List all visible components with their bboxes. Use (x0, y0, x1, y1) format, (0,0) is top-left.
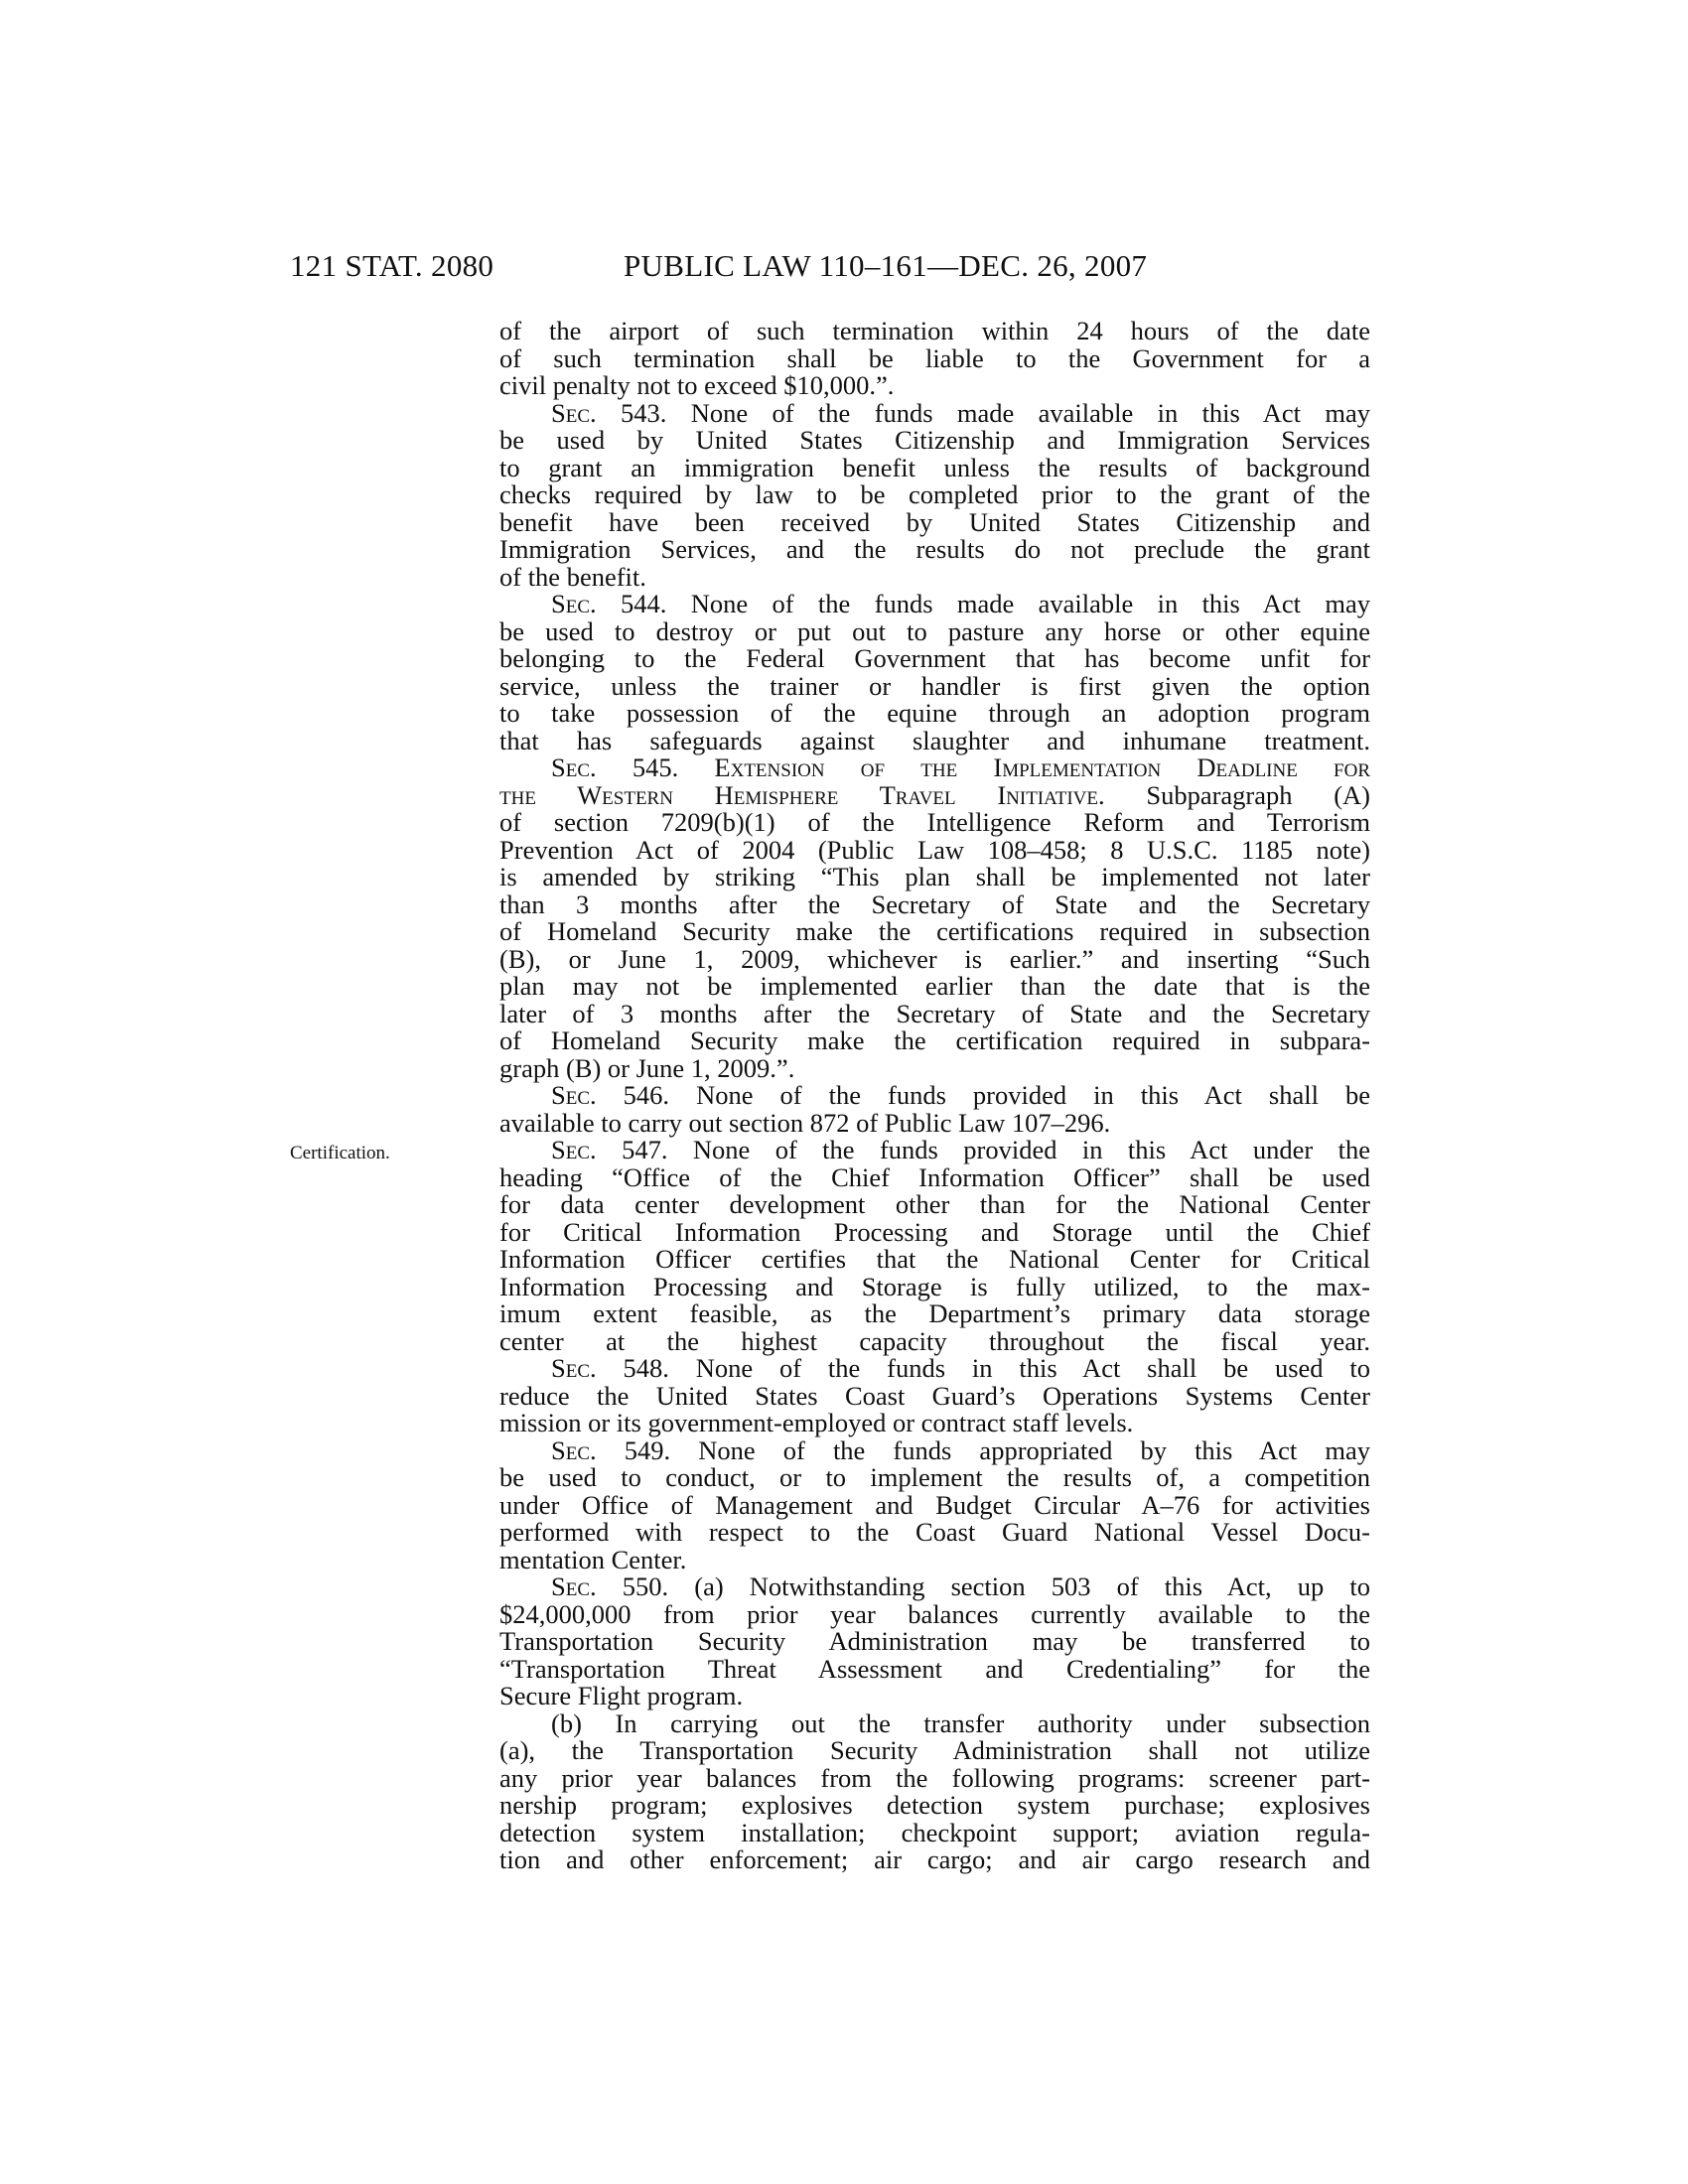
line-text: any prior year balances from the following programs: screener part- (499, 1762, 1370, 1793)
line-text: for data center development other than for the National Center (499, 1189, 1370, 1219)
line-text: heading “Office of the Chief Information Officer” shall be used (499, 1161, 1370, 1192)
text-line (499, 506, 1370, 537)
margin-note: Certification. (290, 1143, 390, 1163)
text-line (499, 888, 1370, 919)
text-line (499, 1464, 1370, 1492)
section-label: Sec. (551, 1434, 597, 1465)
text-line (499, 481, 1370, 509)
text-line (499, 1434, 1370, 1465)
body-text (499, 318, 1370, 1874)
text-line (499, 1082, 1370, 1110)
line-text: of the benefit. (499, 561, 646, 592)
text-line (499, 1191, 1370, 1219)
text-line (499, 1707, 1370, 1738)
text-line (499, 1027, 1370, 1055)
section-label: Sec. (551, 1571, 597, 1601)
text-line (499, 998, 1370, 1028)
text-line (499, 1653, 1370, 1684)
line-text: later of 3 months after the Secretary of State and the Secretary (499, 998, 1370, 1028)
text-line (499, 615, 1370, 646)
line-text: belonging to the Federal Government that has become unfit for (499, 643, 1370, 673)
line-text: of the airport of such termination within 24 hours of the date (499, 316, 1370, 345)
line-text: plan may not be implemented earlier than the date that is the (499, 971, 1370, 1001)
text-line (499, 536, 1370, 564)
line-text: Immigration Services, and the results do not preclude the grant (499, 534, 1370, 564)
line-text: imum extent feasible, as the Department’s primary data storage (499, 1298, 1370, 1328)
line-text: under Office of Management and Budget Circular A–76 for activities (499, 1489, 1370, 1520)
text-line (499, 670, 1370, 701)
text-line (499, 1628, 1370, 1656)
line-text: mission or its government-employed or contract staff levels. (499, 1408, 1134, 1437)
text-line (499, 342, 1370, 373)
line-text: to take possession of the equine through an adoption program (499, 698, 1370, 728)
text-line (499, 1246, 1370, 1274)
text-line (499, 973, 1370, 1001)
text-line (499, 452, 1370, 482)
line-text: Information Processing and Storage is fully utilized, to the max- (499, 1271, 1370, 1301)
page-stat-number: 121 STAT. 2080 (290, 248, 494, 283)
text-line (499, 591, 1370, 618)
text-line (499, 1410, 1370, 1437)
line-text: graph (B) or June 1, 2009.”. (499, 1052, 795, 1083)
text-line (499, 1573, 1370, 1601)
line-text: 547. None of the funds provided in this Act under the (596, 1135, 1370, 1164)
text-line (499, 1325, 1370, 1356)
line-text: reduce the United States Coast Guard’s Operations Systems Center (499, 1380, 1370, 1411)
text-line (499, 1137, 1370, 1164)
line-text: service, unless the trainer or handler is first given the option (499, 670, 1370, 701)
line-text: than 3 months after the Secretary of State and the Secretary (499, 888, 1370, 919)
line-text: tion and other enforcement; air cargo; and air cargo research and (499, 1844, 1370, 1874)
text-line (499, 700, 1370, 728)
text-line (499, 372, 1370, 400)
line-text: center at the highest capacity throughout the fiscal year. (499, 1325, 1370, 1356)
section-label: Sec. (551, 397, 597, 428)
text-line (499, 645, 1370, 673)
running-header: PUBLIC LAW 110–161—DEC. 26, 2007 (624, 248, 1148, 283)
text-line (499, 1544, 1370, 1574)
line-text: be used by United States Citizenship and Immigration Services (499, 425, 1370, 455)
line-text: 550. (a) Notwithstanding section 503 of this Act, up to (596, 1571, 1370, 1601)
text-line (499, 1792, 1370, 1820)
line-text: is amended by striking “This plan shall be implemented not later (499, 862, 1370, 891)
text-line (499, 1355, 1370, 1383)
line-text: nership program; explosives detection system purchase; explosives (499, 1790, 1370, 1820)
line-text: performed with respect to the Coast Guard National Vessel Docu- (499, 1517, 1370, 1547)
text-line (499, 754, 1370, 782)
section-label: Sec. 545. Extension of the Implementation Deadline for (551, 752, 1370, 782)
line-text: (a), the Transportation Security Administration shall not utilize (499, 1735, 1370, 1765)
text-line (499, 1737, 1370, 1765)
line-text: available to carry out section 872 of Public Law 107–296. (499, 1107, 1111, 1138)
section-label: Sec. (551, 1080, 597, 1110)
text-line (499, 1598, 1370, 1629)
text-line (499, 318, 1370, 345)
text-line (499, 1052, 1370, 1083)
text-line (499, 834, 1370, 865)
line-text: Prevention Act of 2004 (Public Law 108–458; 8 U.S.C. 1185 note) (499, 834, 1370, 865)
line-text: 544. None of the funds made available in this Act may (596, 589, 1370, 618)
line-text: that has safeguards against slaughter and inhumane treatment. (499, 725, 1370, 755)
line-text: Transportation Security Administration may be transferred to (499, 1626, 1370, 1656)
line-text: benefit have been received by United States Citizenship and (499, 506, 1370, 537)
section-label: Sec. (551, 1353, 597, 1383)
line-text: be used to conduct, or to implement the results of, a competition (499, 1462, 1370, 1492)
text-line (499, 1519, 1370, 1547)
line-text: “Transportation Threat Assessment and Credentialing” for the (499, 1653, 1370, 1684)
line-text: 546. None of the funds provided in this Act shall be (596, 1080, 1370, 1110)
section-label: Sec. (551, 1135, 597, 1164)
text-line (499, 809, 1370, 837)
text-line (499, 1271, 1370, 1301)
line-text: 549. None of the funds appropriated by this Act may (596, 1434, 1370, 1465)
text-line (499, 1489, 1370, 1520)
line-text: mentation Center. (499, 1544, 687, 1574)
line-text: of such termination shall be liable to the Government for a (499, 342, 1370, 373)
text-line (499, 1846, 1370, 1874)
text-line (499, 561, 1370, 592)
section-label: the Western Hemisphere Travel Initiative. (499, 779, 1105, 810)
line-text: (B), or June 1, 2009, whichever is earlier.” and inserting “Such (499, 943, 1370, 974)
text-line (499, 1161, 1370, 1192)
line-text: detection system installation; checkpoint support; aviation regula- (499, 1817, 1370, 1847)
text-line (499, 918, 1370, 946)
text-line (499, 864, 1370, 891)
text-line (499, 779, 1370, 810)
line-text: of Homeland Security make the certification required in subpara- (499, 1025, 1370, 1055)
line-text: Information Officer certifies that the National Center for Critical (499, 1244, 1370, 1274)
text-line (499, 1380, 1370, 1411)
line-text: for Critical Information Processing and Storage until the Chief (499, 1216, 1370, 1247)
text-line (499, 1683, 1370, 1710)
text-line (499, 1107, 1370, 1138)
text-line (499, 427, 1370, 455)
text-line (499, 1817, 1370, 1847)
line-text: of section 7209(b)(1) of the Intelligence Reform and Terrorism (499, 807, 1370, 837)
text-line (499, 1762, 1370, 1793)
line-text: (b) In carrying out the transfer authority under subsection (551, 1707, 1370, 1738)
line-text: checks required by law to be completed prior to the grant of the (499, 479, 1370, 509)
line-text: civil penalty not to exceed $10,000.”. (499, 370, 895, 400)
text-line (499, 1300, 1370, 1328)
line-text: be used to destroy or put out to pasture any horse or other equine (499, 615, 1370, 646)
line-text: of Homeland Security make the certifications required in subsection (499, 916, 1370, 946)
text-line (499, 397, 1370, 428)
text-line (499, 725, 1370, 755)
section-label: Sec. (551, 589, 597, 618)
line-text: $24,000,000 from prior year balances currently available to the (499, 1598, 1370, 1629)
line-text: Subparagraph (A) (1104, 779, 1370, 810)
text-line (499, 943, 1370, 974)
line-text: 548. None of the funds in this Act shall be used to (596, 1353, 1370, 1383)
text-line (499, 1216, 1370, 1247)
line-text: 543. None of the funds made available in this Act may (596, 397, 1370, 428)
line-text: to grant an immigration benefit unless the results of background (499, 452, 1370, 482)
line-text: Secure Flight program. (499, 1681, 744, 1710)
